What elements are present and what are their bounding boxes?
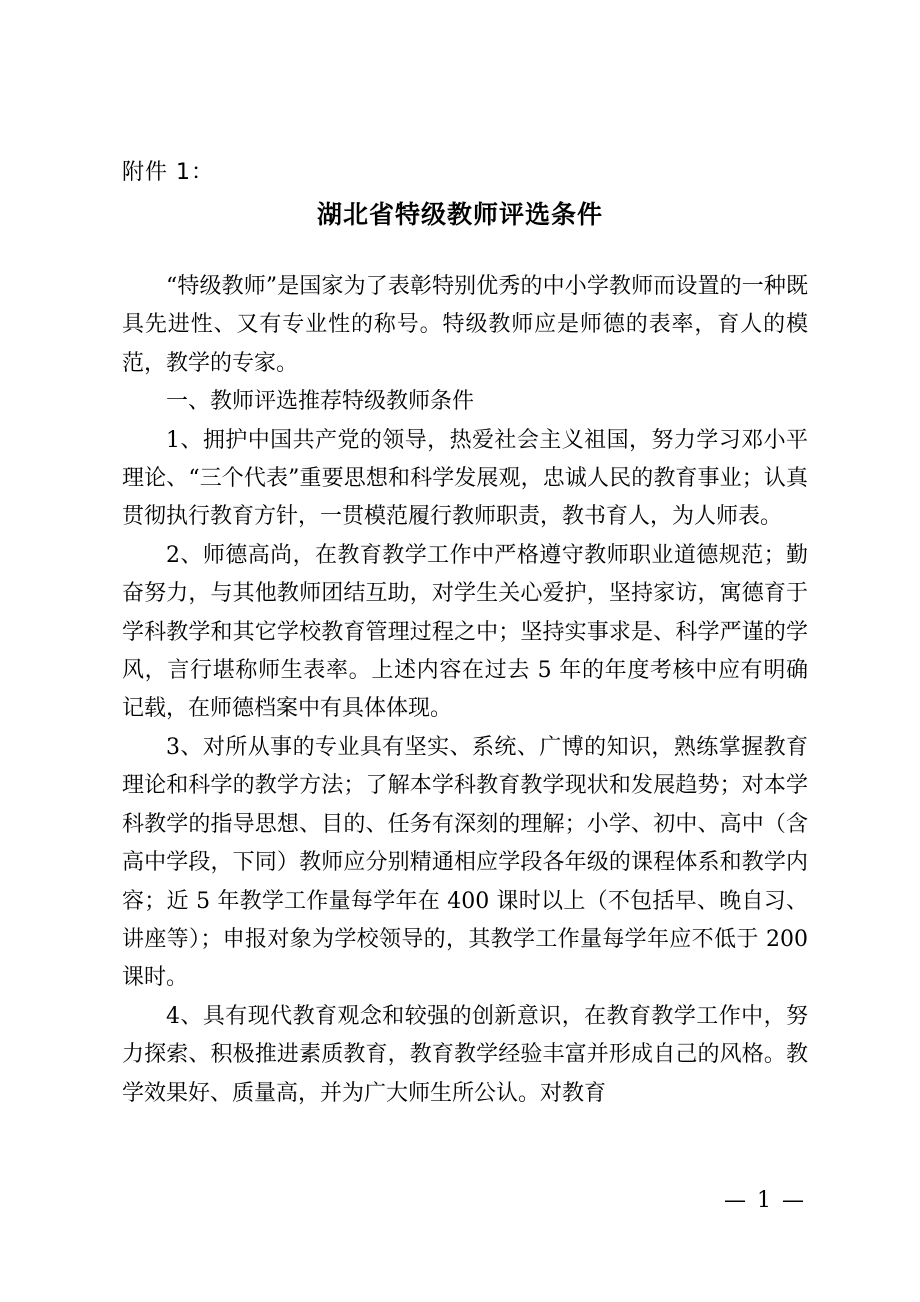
condition-paragraph-1: 1、拥护中国共产党的领导，热爱社会主义祖国，努力学习邓小平理论、“三个代表”重要思想和科学发展观，忠诚人民的教育事业；认真贯彻执行教育方针，一贯模范履行教师职责，教书育人，为人师表。 <box>122 427 808 530</box>
intro-paragraph: “特级教师”是国家为了表彰特别优秀的中小学教师而设置的一种既具先进性、又有专业性的称号。特级教师应是师德的表率，育人的模范，教学的专家。 <box>122 274 808 376</box>
condition-paragraph-2: 2、师德高尚，在教育教学工作中严格遵守教师职业道德规范；勤奋努力，与其他教师团结互助，对学生关心爱护，坚持家访，寓德育于学科教学和其它学校教育管理过程之中；坚持实事求是、科学严谨的学风，言行堪称师生表率。上述内容在过去 5 年的年度考核中应有明确记载，在师德档案中有具体体现。 <box>122 542 808 722</box>
condition-paragraph-4: 4、具有现代教育观念和较强的创新意识，在教育教学工作中，努力探索、积极推进素质教育，教育教学经验丰富并形成自己的风格。教学效果好、质量高，并为广大师生所公认。对教育 <box>122 1003 808 1106</box>
document-body <box>122 268 808 1113</box>
condition-paragraph-3: 3、对所从事的专业具有坚实、系统、广博的知识，熟练掌握教育理论和科学的教学方法；了解本学科教育教学现状和发展趋势；对本学科教学的指导思想、目的、任务有深刻的理解；小学、初中、高中（含高中学段，下同）教师应分别精通相应学段各年级的课程体系和教学内容；近 5 年教学工作量每学年在 400 课时以上（不包括早、晚自习、讲座等）；申报对象为学校领导的，其教学工作量每学年应不低于 200 课时。 <box>122 734 808 991</box>
section-heading: 一、教师评选推荐特级教师条件 <box>166 389 475 415</box>
document-title: 湖北省特级教师评选条件 <box>316 200 603 229</box>
attachment-label: 附件 1： <box>122 160 214 185</box>
page-number: — 1 — <box>724 1188 806 1213</box>
